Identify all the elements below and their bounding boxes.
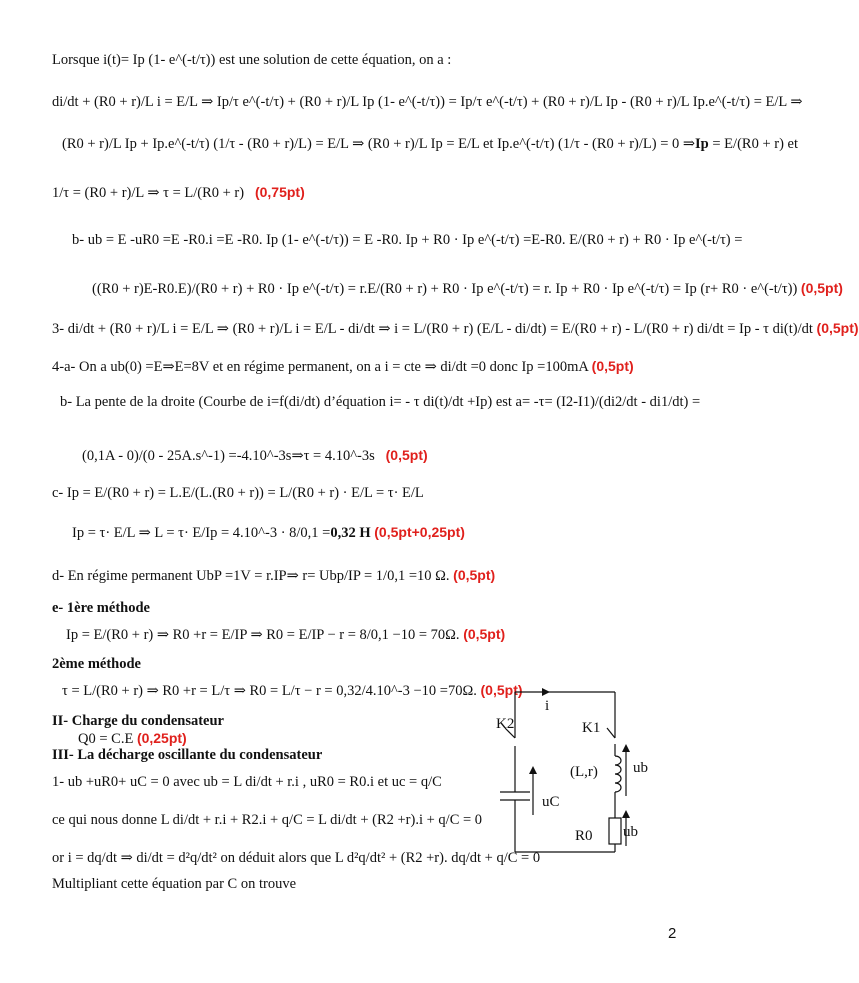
text-line-3: (R0 + r)/L Ip + Ip.e^(-t/τ) (1/τ - (R0 + r)/L) = E/L ⇒ (R0 + r)/L Ip = E/L et Ip.e^(-t/τ) (1/τ - (R0 + r)/L) = 0 ⇒Ip = E/(R0 + r) et — [62, 136, 798, 152]
text-line-10: (0,1A - 0)/(0 - 25A.s^-1) =-4.10^-3s⇒τ = 4.10^-3s (0,5pt) — [82, 447, 428, 464]
current-arrow-icon — [542, 688, 550, 696]
text-line-12: Ip = τ· E/L ⇒ L = τ· E/Ip = 4.10^-3 · 8/0,1 =0,32 H (0,5pt+0,25pt) — [72, 524, 465, 541]
section-heading-discharge: III- La décharge oscillante du condensateur — [52, 747, 323, 763]
current-label: i — [545, 698, 550, 714]
text-line-4: 1/τ = (R0 + r)/L ⇒ τ = L/(R0 + r) (0,75pt) — [52, 184, 305, 201]
switch-k2-label: K2 — [496, 716, 515, 732]
switch-k1-label: K1 — [582, 720, 601, 736]
ub-top-label: ub — [633, 760, 648, 776]
resistor-label: R0 — [575, 828, 593, 844]
text-line-6: ((R0 + r)E-R0.E)/(R0 + r) + R0 · Ip e^(-t/τ) = r.E/(R0 + r) + R0 · Ip e^(-t/τ) = r. Ip + R0 · Ip e^(-t/τ) = Ip (r+ R0 · e^(-t/τ)) (0,5pt) — [92, 280, 843, 297]
rlc-circuit-diagram — [490, 688, 660, 868]
section-heading-method-2: 2ème méthode — [52, 656, 141, 672]
text-line-19: Q0 = C.E (0,25pt) — [78, 730, 187, 747]
coil-label: (L,r) — [570, 764, 598, 780]
ub-bottom-label: ub — [623, 824, 638, 840]
text-line-23: or i = dq/dt ⇒ di/dt = d²q/dt² on déduit alors que L d²q/dt² + (R2 +r). dq/dt + q/C = 0 — [52, 850, 541, 866]
text-line-7: 3- di/dt + (R0 + r)/L i = E/L ⇒ (R0 + r)/L i = E/L - di/dt ⇒ i = L/(R0 + r) (E/L - di/dt) = E/(R0 + r) - L/(R0 + r) di/dt = Ip - τ di(t)/dt (0,5pt) — [52, 320, 859, 337]
section-heading-charge: II- Charge du condensateur — [52, 713, 224, 729]
uc-label: uC — [542, 794, 560, 810]
text-line-9: b- La pente de la droite (Courbe de i=f(di/dt) d’équation i= - τ di(t)/dt +Ip) est a= -τ= (I2-I1)/(di2/dt - di1/dt) = — [60, 394, 701, 410]
text-line-24: Multipliant cette équation par C on trouve — [52, 876, 297, 892]
text-line-11: c- Ip = E/(R0 + r) = L.E/(L.(R0 + r)) = L/(R0 + r) · E/L = τ· E/L — [52, 485, 424, 501]
text-line-1: Lorsque i(t)= Ip (1- e^(-t/τ)) est une solution de cette équation, on a : — [52, 52, 452, 68]
text-line-13: d- En régime permanent UbP =1V = r.IP⇒ r= Ubp/IP = 1/0,1 =10 Ω. (0,5pt) — [52, 567, 496, 584]
text-line-21: 1- ub +uR0+ uC = 0 avec ub = L di/dt + r.i , uR0 = R0.i et uc = q/C — [52, 774, 442, 790]
text-line-8: 4-a- On a ub(0) =E⇒E=8V et en régime permanent, on a i = cte ⇒ di/dt =0 donc Ip =100mA (0,5pt) — [52, 358, 634, 375]
text-line-22: ce qui nous donne L di/dt + r.i + R2.i + q/C = L di/dt + (R2 +r).i + q/C = 0 — [52, 812, 483, 828]
text-line-2: di/dt + (R0 + r)/L i = E/L ⇒ Ip/τ e^(-t/τ) + (R0 + r)/L Ip (1- e^(-t/τ)) = Ip/τ e^(-t/τ) + (R0 + r)/L Ip - (R0 + r)/L Ip.e^(-t/τ) = E/L ⇒ — [52, 94, 803, 110]
text-line-5: b- ub = E -uR0 =E -R0.i =E -R0. Ip (1- e^(-t/τ)) = E -R0. Ip + R0 · Ip e^(-t/τ) =E-R0. E/(R0 + r) + R0 · Ip e^(-t/τ) = — [72, 232, 743, 248]
section-heading-method-1: e- 1ère méthode — [52, 600, 150, 616]
page-number: 2 — [668, 925, 677, 942]
text-line-17: τ = L/(R0 + r) ⇒ R0 +r = L/τ ⇒ R0 = L/τ − r = 0,32/4.10^-3 −10 =70Ω. (0,5pt) — [62, 682, 523, 699]
text-line-15: Ip = E/(R0 + r) ⇒ R0 +r = E/IP ⇒ R0 = E/IP − r = 8/0,1 −10 = 70Ω. (0,5pt) — [66, 626, 506, 643]
